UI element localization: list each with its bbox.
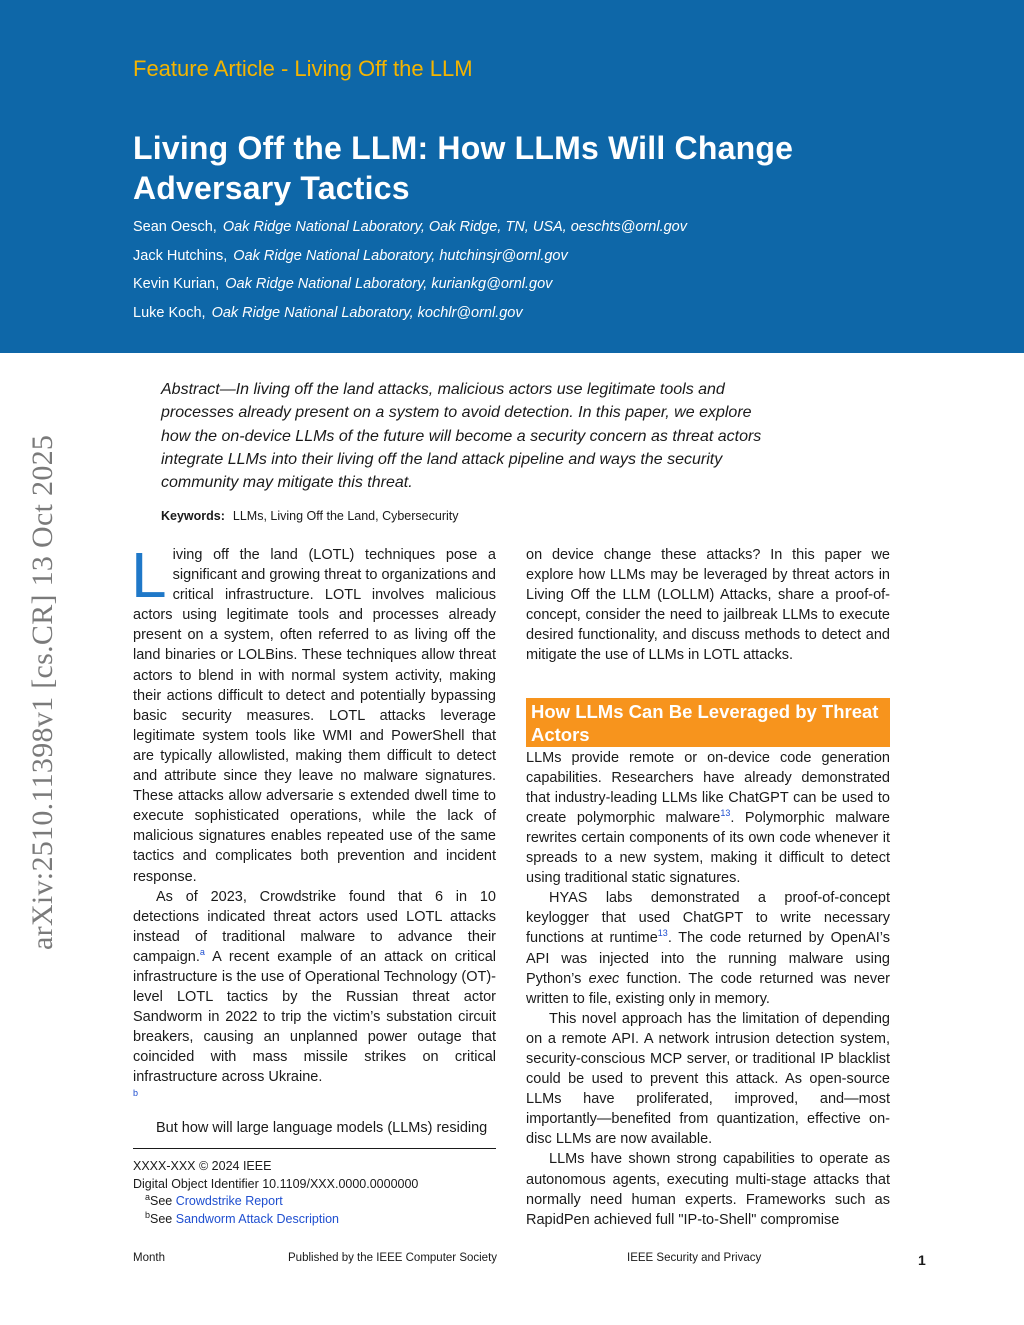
footnote-a — [133, 1193, 496, 1211]
citation-ref[interactable]: 13 — [720, 808, 731, 819]
footnotes — [133, 1148, 496, 1228]
author-list — [133, 219, 687, 333]
doi-line: Digital Object Identifier 10.1109/XXX.0000.0000000 — [133, 1176, 419, 1191]
keywords — [161, 509, 458, 523]
author-entry — [133, 219, 687, 248]
author-name: Sean Oesch, — [133, 219, 217, 235]
body-paragraph — [133, 887, 496, 1108]
crowdstrike-report-link[interactable]: Crowdstrike Report — [175, 1194, 283, 1208]
footnote-mark: b — [145, 1209, 151, 1220]
sandworm-attack-link[interactable]: Sandworm Attack Description — [175, 1211, 339, 1226]
author-entry — [133, 248, 687, 277]
keywords-label: Keywords: — [161, 509, 225, 523]
page-number: 1 — [918, 1252, 926, 1268]
footnote-ref-a[interactable]: a — [199, 947, 205, 958]
footnote-text: See — [150, 1211, 176, 1226]
intro-text: iving off the land (LOTL) techniques pose a significant and growing threat to organizations and critical infrastructure. LOTL involves malicious actors using legitimate tools and processes already present on a system, often referred to as living off the land binaries or LOLBins. These techniques allow threat actors to blend in with normal system activity, making their actions difficult to detect and potentially bypassing basic security measures. LOTL attacks leverage legitimate system tools like WMI and PowerShell that are typically allowlisted, making them difficult to detect and attribute since they leave no malware signatures. These attacks allow adversarie s extended dwell time to execute sophisticated operations, while the lack of malicious signatures enables repeated use of the same tactics and complicates both prevention and incident response. — [133, 547, 496, 885]
footnote-mark: a — [145, 1191, 151, 1202]
body-paragraph — [526, 748, 890, 889]
footer-month: Month — [133, 1252, 165, 1264]
body-text: LLMs provide remote or on-device code generation capabilities. Researchers have already demonstrated that industry-leading LLMs like ChatGPT can be used to create polymorphic malware — [526, 749, 890, 826]
arxiv-identifier: arXiv:2510.11398v1 [cs.CR] 13 Oct 2025 — [26, 434, 59, 950]
author-entry — [133, 276, 687, 305]
body-text: But how will large language models (LLMs) residing — [156, 1119, 488, 1136]
body-text: . The code returned by OpenAI’s API was injected into the running malware using Python’s — [526, 930, 890, 987]
citation-ref[interactable]: 13 — [657, 928, 668, 939]
left-column — [131, 539, 496, 1138]
feature-label: Feature Article - Living Off the LLM — [133, 56, 473, 81]
body-paragraph — [526, 888, 890, 1009]
author-name: Luke Koch, — [133, 304, 206, 321]
author-entry — [133, 305, 687, 334]
body-paragraph: This novel approach has the limitation of depending on a remote API. A network intrusion detection system, security-conscious MCP server, or traditional IP blacklist could be used to prevent this attack. As open-source LLMs have proliferated, improved, and—most importantly—benefited from quantization, effective on-disc LLMs are now available. — [526, 1010, 890, 1148]
body-paragraph: on device change these attacks? In this paper we explore how LLMs may be leveraged by threat actors in Living Off the LLM (LOLLM) Attacks, share a proof-of-concept, consider the need to jailbreak LLMs to execute desired functionality, and discuss methods to detect and mitigate the use of LLMs in LOTL attacks. — [526, 547, 890, 664]
footnote-b — [133, 1211, 496, 1229]
drop-cap: L — [131, 539, 167, 611]
footnote-text: See — [150, 1194, 176, 1208]
intro-paragraph — [131, 539, 496, 887]
body-paragraph — [133, 1118, 496, 1138]
author-name: Jack Hutchins, — [133, 247, 228, 264]
body-paragraph: LLMs have shown strong capabilities to operate as autonomous agents, executing multi-stage attacks that normally need human experts. Frameworks such as RapidPen achieved full "IP-to-Shell" compromise — [526, 1151, 890, 1228]
author-name: Kevin Kurian, — [133, 276, 220, 292]
footer-journal: IEEE Security and Privacy — [627, 1252, 762, 1264]
copyright-line: XXXX-XXX © 2024 IEEE — [133, 1159, 272, 1173]
code-term: exec — [588, 970, 620, 987]
author-affiliation: Oak Ridge National Laboratory, Oak Ridge, TN, USA, oeschts@ornl.gov — [222, 219, 687, 235]
paper-title: Living Off the LLM: How LLMs Will Change Adversary Tactics — [133, 130, 794, 206]
keywords-value: LLMs, Living Off the Land, Cybersecurity — [232, 509, 459, 523]
body-text: As of 2023, Crowdstrike found that 6 in 10 detections indicated threat actors used LOTL attacks instead of traditional malware to advance their campaign. — [133, 888, 496, 965]
header-banner — [0, 0, 1024, 353]
body-text: A recent example of an attack on critical infrastructure is the use of Operational Technology (OT)-level LOTL tactics by the Russian threat actor Sandworm in 2022 to trip the victim’s substation circuit breakers, causing an unplanned power outage that coincided with mass missile strikes on critical infrastructure across Ukraine. — [133, 948, 496, 1086]
author-affiliation: Oak Ridge National Laboratory, kochlr@ornl.gov — [211, 304, 523, 321]
footer-publisher: Published by the IEEE Computer Society — [288, 1252, 498, 1264]
body-text: . Polymorphic malware rewrites certain components of its own code whenever it spreads to a new system, making it difficult to detect using traditional static signatures. — [526, 809, 890, 887]
abstract: Abstract—In living off the land attacks, malicious actors use legitimate tools and processes already present on a system to avoid detection. In this paper, we explore how the on-device LLMs of the future will become a security concern as threat actors integrate LLMs into their living off the land attack pipeline and ways the security community may mitigate this threat. — [161, 381, 762, 492]
section-heading: How LLMs Can Be Leveraged by Threat Actors — [526, 698, 890, 747]
author-affiliation: Oak Ridge National Laboratory, kuriankg@ornl.gov — [225, 276, 553, 292]
body-text: HYAS labs demonstrated a proof-of-concept keylogger that used ChatGPT to write necessary functions at runtime — [526, 890, 890, 947]
right-column — [526, 545, 890, 1230]
footnote-ref-b[interactable]: b — [133, 1087, 139, 1098]
author-affiliation: Oak Ridge National Laboratory, hutchinsjr@ornl.gov — [233, 247, 568, 264]
body-text: function. The code returned was never written to file, existing only in memory. — [526, 970, 890, 1007]
